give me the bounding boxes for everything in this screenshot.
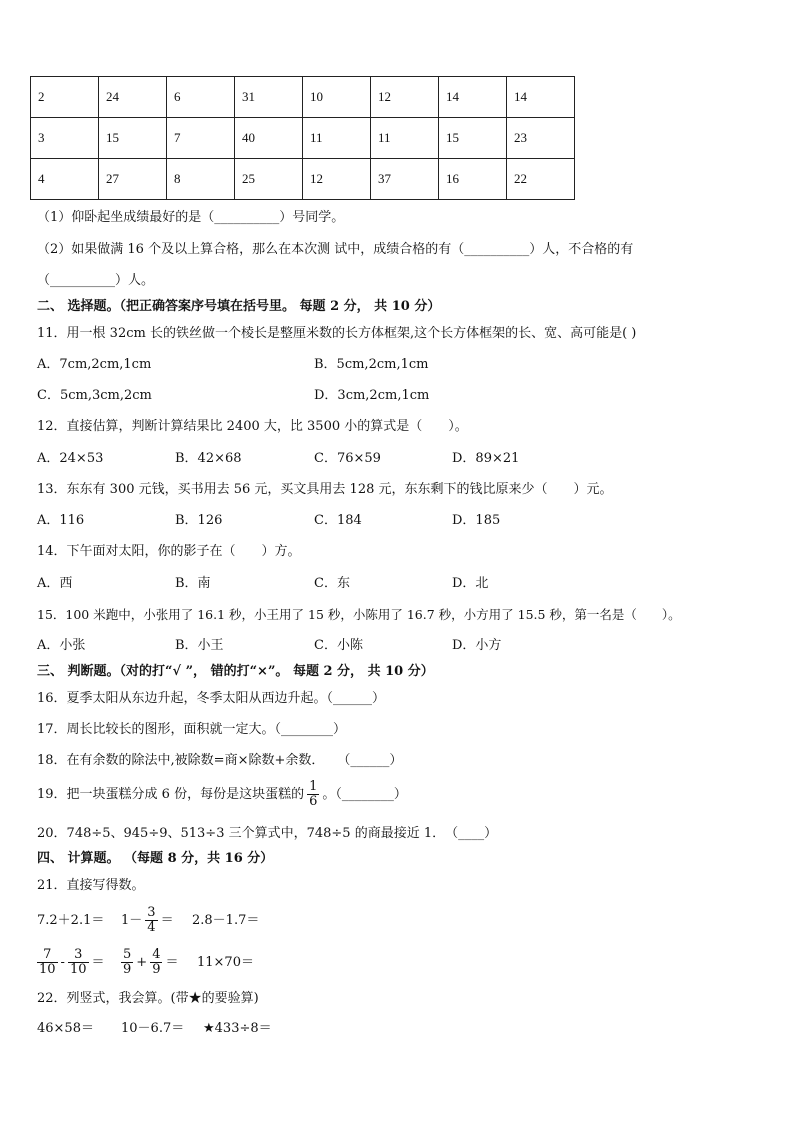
table-cell: 12 bbox=[371, 77, 439, 118]
expression-part: 1－ bbox=[121, 913, 143, 928]
expression bbox=[37, 944, 105, 982]
question-13: 13．东东有 300 元钱，买书用去 56 元，买文具用去 128 元，东东剩下的钱比原来少（ ）元。 bbox=[37, 482, 613, 497]
option-d[interactable]: D．89×21 bbox=[452, 451, 520, 466]
option-b[interactable]: B．小王 bbox=[175, 638, 224, 653]
question-12: 12．直接估算，判断计算结果比 2400 大，比 3500 小的算式是（ ）。 bbox=[37, 419, 468, 434]
expression: 2.8－1.7＝ bbox=[192, 913, 260, 928]
table-cell: 8 bbox=[167, 159, 235, 200]
expression-part: ＝ bbox=[165, 955, 179, 970]
question-11: 11．用一根 32cm 长的铁丝做一个棱长是整厘米数的长方体框架,这个长方体框架的长、宽、高可能是( ) bbox=[37, 326, 637, 341]
fraction bbox=[145, 906, 157, 935]
question-16: 16．夏季太阳从东边升起，冬季太阳从西边升起。（______） bbox=[37, 691, 386, 706]
option-c[interactable]: C．小陈 bbox=[314, 638, 363, 653]
option-a[interactable]: A．116 bbox=[37, 513, 85, 528]
option-a[interactable]: A．7cm,2cm,1cm bbox=[37, 357, 152, 372]
question-22: 22．列竖式，我会算。(带★的要验算) bbox=[37, 991, 259, 1006]
expression-part: ＝ bbox=[160, 913, 174, 928]
fraction bbox=[307, 780, 319, 809]
option-a[interactable]: A．24×53 bbox=[37, 451, 104, 466]
denominator: 6 bbox=[309, 794, 318, 809]
option-c[interactable]: C．184 bbox=[314, 513, 362, 528]
option-a[interactable]: A．西 bbox=[37, 576, 73, 591]
option-c[interactable]: C．东 bbox=[314, 576, 350, 591]
question-19-blank: 。（________） bbox=[322, 787, 407, 802]
question-17: 17．周长比较长的图形，面积就一定大。（________） bbox=[37, 722, 347, 737]
denominator: 9 bbox=[123, 962, 132, 977]
question-19 bbox=[37, 777, 407, 813]
denominator: 9 bbox=[152, 962, 161, 977]
numerator: 1 bbox=[309, 779, 318, 794]
question-15: 15．100 米跑中，小张用了 16.1 秒，小王用了 15 秒，小陈用了 16.7 秒，小方用了 15.5 秒，第一名是（ ）。 bbox=[37, 607, 681, 622]
question-14: 14．下午面对太阳，你的影子在（ ）方。 bbox=[37, 544, 301, 559]
table-cell: 16 bbox=[439, 159, 507, 200]
option-b[interactable]: B．南 bbox=[175, 576, 211, 591]
expression: ★433÷8＝ bbox=[203, 1021, 272, 1036]
option-d[interactable]: D．小方 bbox=[452, 638, 502, 653]
table-cell: 25 bbox=[235, 159, 303, 200]
table-cell: 2 bbox=[31, 77, 99, 118]
question-1-sub2: （2）如果做满 16 个及以上算合格，那么在本次测 试中，成绩合格的有（__________）人，不合格的有 bbox=[37, 242, 634, 257]
option-b[interactable]: B．126 bbox=[175, 513, 223, 528]
section-2-heading: 二、 选择题。（把正确答案序号填在括号里。 每题 2 分， 共 10 分） bbox=[37, 299, 441, 314]
table-cell: 14 bbox=[439, 77, 507, 118]
expression: 10－6.7＝ bbox=[121, 1021, 185, 1036]
score-table-body bbox=[31, 77, 575, 200]
option-c[interactable]: C．76×59 bbox=[314, 451, 381, 466]
table-cell: 14 bbox=[507, 77, 575, 118]
fraction bbox=[37, 948, 58, 977]
question-18: 18．在有余数的除法中,被除数=商×除数+余数． （______） bbox=[37, 753, 403, 768]
option-b[interactable]: B．5cm,2cm,1cm bbox=[314, 357, 429, 372]
table-cell: 37 bbox=[371, 159, 439, 200]
option-d[interactable]: D．185 bbox=[452, 513, 501, 528]
option-b[interactable]: B．42×68 bbox=[175, 451, 242, 466]
table-cell: 4 bbox=[31, 159, 99, 200]
expression: 11×70＝ bbox=[197, 955, 254, 970]
numerator: 3 bbox=[68, 948, 89, 963]
table-row bbox=[31, 159, 575, 200]
table-cell: 40 bbox=[235, 118, 303, 159]
table-cell: 15 bbox=[99, 118, 167, 159]
fraction bbox=[150, 948, 162, 977]
denominator: 4 bbox=[147, 920, 156, 935]
table-row bbox=[31, 118, 575, 159]
expression bbox=[121, 944, 178, 982]
table-cell: 7 bbox=[167, 118, 235, 159]
question-19-text: 19．把一块蛋糕分成 6 份，每份是这块蛋糕的 bbox=[37, 787, 305, 802]
table-cell: 11 bbox=[371, 118, 439, 159]
option-d[interactable]: D．北 bbox=[452, 576, 489, 591]
table-cell: 3 bbox=[31, 118, 99, 159]
numerator: 7 bbox=[37, 948, 58, 963]
table-cell: 11 bbox=[303, 118, 371, 159]
table-cell: 22 bbox=[507, 159, 575, 200]
expression-part: ＝ bbox=[91, 955, 105, 970]
fraction bbox=[68, 948, 89, 977]
numerator: 5 bbox=[123, 947, 132, 962]
operator: + bbox=[136, 955, 148, 970]
operator: - bbox=[60, 955, 65, 970]
expression bbox=[121, 902, 174, 940]
question-20: 20．748÷5、945÷9、513÷3 三个算式中，748÷5 的商最接近 1． （____） bbox=[37, 826, 498, 841]
option-d[interactable]: D．3cm,2cm,1cm bbox=[314, 388, 430, 403]
table-cell: 23 bbox=[507, 118, 575, 159]
question-21: 21．直接写得数。 bbox=[37, 878, 145, 893]
table-cell: 6 bbox=[167, 77, 235, 118]
table-cell: 15 bbox=[439, 118, 507, 159]
table-cell: 12 bbox=[303, 159, 371, 200]
section-3-heading: 三、 判断题。（对的打“√ ”， 错的打“×”。 每题 2 分， 共 10 分） bbox=[37, 664, 434, 679]
table-row bbox=[31, 77, 575, 118]
table-cell: 24 bbox=[99, 77, 167, 118]
table-cell: 10 bbox=[303, 77, 371, 118]
section-4-heading: 四、 计算题。 （每题 8 分，共 16 分） bbox=[37, 851, 274, 866]
numerator: 3 bbox=[147, 905, 156, 920]
table-cell: 27 bbox=[99, 159, 167, 200]
fraction bbox=[121, 948, 133, 977]
question-1-sub2-cont: （__________）人。 bbox=[37, 273, 155, 288]
option-a[interactable]: A．小张 bbox=[37, 638, 86, 653]
numerator: 4 bbox=[152, 947, 161, 962]
denominator: 10 bbox=[69, 962, 87, 977]
question-1-sub1: （1）仰卧起坐成绩最好的是（__________）号同学。 bbox=[37, 210, 345, 225]
score-table bbox=[30, 76, 575, 200]
table-cell: 31 bbox=[235, 77, 303, 118]
denominator: 10 bbox=[39, 962, 56, 977]
option-c[interactable]: C．5cm,3cm,2cm bbox=[37, 388, 152, 403]
expression: 7.2＋2.1＝ bbox=[37, 913, 105, 928]
expression: 46×58＝ bbox=[37, 1021, 94, 1036]
